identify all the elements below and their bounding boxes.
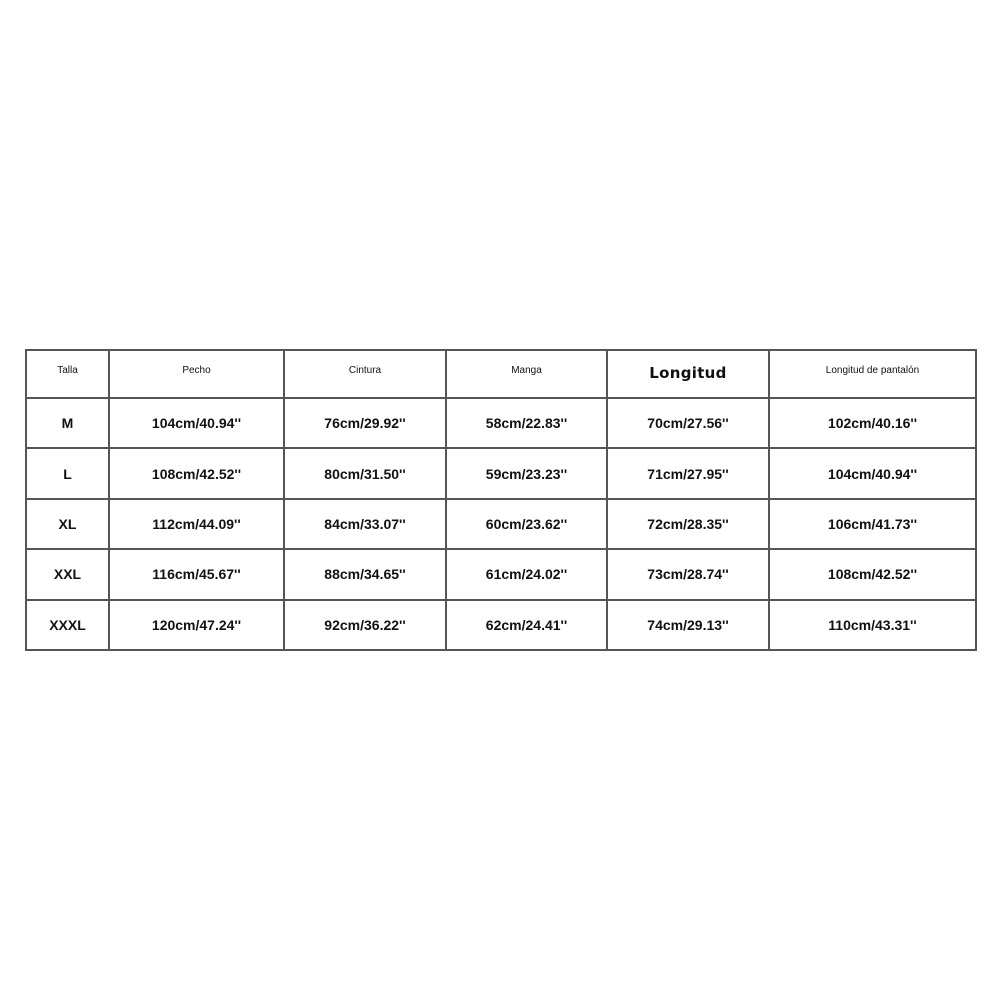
table-body	[26, 398, 976, 650]
header-sleeve: Manga	[446, 350, 607, 398]
header-size: Talla	[26, 350, 109, 398]
table-row	[26, 398, 976, 448]
waist-cell: 92cm/36.22''	[284, 600, 446, 650]
header-waist: Cintura	[284, 350, 446, 398]
chest-cell: 112cm/44.09''	[109, 499, 284, 549]
size-chart-table	[25, 349, 977, 651]
pants-length-cell: 102cm/40.16''	[769, 398, 976, 448]
length-cell: 70cm/27.56''	[607, 398, 769, 448]
table-row	[26, 448, 976, 498]
size-cell: XXXL	[26, 600, 109, 650]
waist-cell: 76cm/29.92''	[284, 398, 446, 448]
pants-length-cell: 104cm/40.94''	[769, 448, 976, 498]
pants-length-cell: 106cm/41.73''	[769, 499, 976, 549]
chest-cell: 120cm/47.24''	[109, 600, 284, 650]
sleeve-cell: 60cm/23.62''	[446, 499, 607, 549]
sleeve-cell: 58cm/22.83''	[446, 398, 607, 448]
waist-cell: 80cm/31.50''	[284, 448, 446, 498]
chest-cell: 116cm/45.67''	[109, 549, 284, 599]
table-row	[26, 600, 976, 650]
sleeve-cell: 61cm/24.02''	[446, 549, 607, 599]
table-row	[26, 499, 976, 549]
length-cell: 72cm/28.35''	[607, 499, 769, 549]
chest-cell: 108cm/42.52''	[109, 448, 284, 498]
sleeve-cell: 59cm/23.23''	[446, 448, 607, 498]
length-cell: 73cm/28.74''	[607, 549, 769, 599]
header-pants-length: Longitud de pantalón	[769, 350, 976, 398]
size-cell: XXL	[26, 549, 109, 599]
size-cell: XL	[26, 499, 109, 549]
header-chest: Pecho	[109, 350, 284, 398]
table-row	[26, 549, 976, 599]
header-row	[26, 350, 976, 398]
size-cell: M	[26, 398, 109, 448]
chest-cell: 104cm/40.94''	[109, 398, 284, 448]
header-length: Longitud	[607, 350, 769, 398]
size-cell: L	[26, 448, 109, 498]
length-cell: 74cm/29.13''	[607, 600, 769, 650]
waist-cell: 88cm/34.65''	[284, 549, 446, 599]
length-cell: 71cm/27.95''	[607, 448, 769, 498]
pants-length-cell: 108cm/42.52''	[769, 549, 976, 599]
waist-cell: 84cm/33.07''	[284, 499, 446, 549]
table-header	[26, 350, 976, 398]
pants-length-cell: 110cm/43.31''	[769, 600, 976, 650]
sleeve-cell: 62cm/24.41''	[446, 600, 607, 650]
